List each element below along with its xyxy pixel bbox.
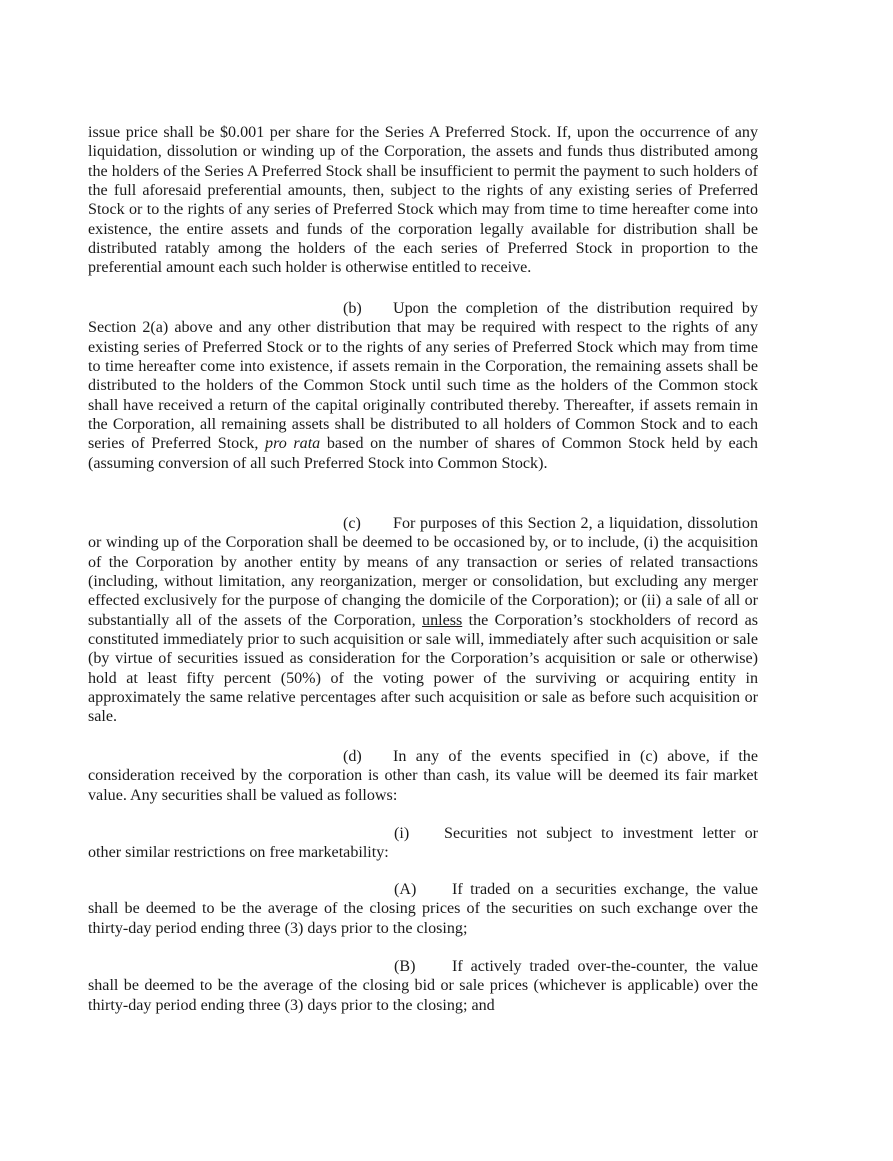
paragraph-c-label: (c) (343, 515, 361, 532)
paragraph-a-continued (88, 123, 758, 278)
paragraph-c (88, 514, 758, 727)
paragraph-a-text: issue price shall be $0.001 per share for the Series A Preferred Stock. If, upon the occurrence of any liquidation, dissolution or winding up of the Corporation, the assets and funds thus distributed among the holders of the Series A Preferred Stock shall be insufficient to permit the payment to such holders of the full aforesaid preferential amounts, then, subject to the rights of any existing series of Preferred Stock or to the rights of any series of Preferred Stock which may from time to time hereafter come into existence, the entire assets and funds of the corporation legally available for distribution shall be distributed ratably among the holders of the each series of Preferred Stock in proportion to the preferential amount each such holder is otherwise entitled to receive. (88, 124, 758, 277)
paragraph-d (88, 747, 758, 805)
paragraph-i-label: (i) (394, 825, 410, 842)
paragraph-d-label: (d) (343, 748, 362, 765)
paragraph-b-label: (b) (343, 300, 362, 317)
paragraph-A (88, 880, 758, 938)
paragraph-B-text: If actively traded over-the-counter, the value shall be deemed to be the average of the closing bid or sale prices (whichever is applicable) over the thirty-day period ending three (3) days prior to the closing; and (88, 958, 758, 1014)
paragraph-d-text: In any of the events specified in (c) above, if the consideration received by the corporation is other than cash, its value will be deemed its fair market value. Any securities shall be valued as follows: (88, 748, 758, 804)
paragraph-B-label: (B) (394, 958, 416, 975)
paragraph-i (88, 824, 758, 863)
paragraph-c-text-end: the Corporation’s stockholders of record as constituted immediately prior to such acquisition or sale will, immediately after such acquisition or sale (by virtue of securities issued as consideration for the Corporation’s acquisition or sale or otherwise) hold at least fifty percent (50%) of the voting power of the surviving or acquiring entity in approximately the same relative percentages after such acquisition or sale as before such acquisition or sale. (88, 611, 758, 726)
paragraph-B (88, 957, 758, 1015)
paragraph-i-text: Securities not subject to investment letter or other similar restrictions on free marketability: (88, 825, 758, 862)
paragraph-c-underlined: unless (422, 611, 463, 629)
paragraph-c-text: For purposes of this Section 2, a liquidation, dissolution or winding up of the Corporation shall be deemed to be occasioned by, or to include, (i) the acquisition of the Corporation by another entity by means of any transaction or series of related transactions (including, without limitation, any reorganization, merger or consolidation, but excluding any merger effected exclusively for the purpose of changing the domicile of the Corporation); or (ii) a sale of all or substantially all of the assets of the Corporation, (88, 515, 758, 629)
paragraph-b-italic: pro rata (265, 435, 321, 453)
paragraph-b-text-end: based on the number of shares of Common Stock held by each (assuming conversion of all such Preferred Stock into Common Stock). (88, 435, 758, 472)
paragraph-b-text: Upon the completion of the distribution required by Section 2(a) above and any other distribution that may be required with respect to the rights of any existing series of Preferred Stock or to the rights of any series of Preferred Stock which may from time to time hereafter come into existence, if assets remain in the Corporation, the remaining assets shall be distributed to the holders of the Common Stock until such time as the holders of the Common stock shall have received a return of the capital originally contributed thereby. Thereafter, if assets remain in the Corporation, all remaining assets shall be distributed to all holders of Common Stock and to each series of Preferred Stock, (88, 300, 758, 453)
paragraph-A-text: If traded on a securities exchange, the value shall be deemed to be the average of the closing prices of the securities on such exchange over the thirty-day period ending three (3) days prior to the closing; (88, 881, 758, 937)
paragraph-A-label: (A) (394, 881, 417, 898)
paragraph-b (88, 299, 758, 473)
